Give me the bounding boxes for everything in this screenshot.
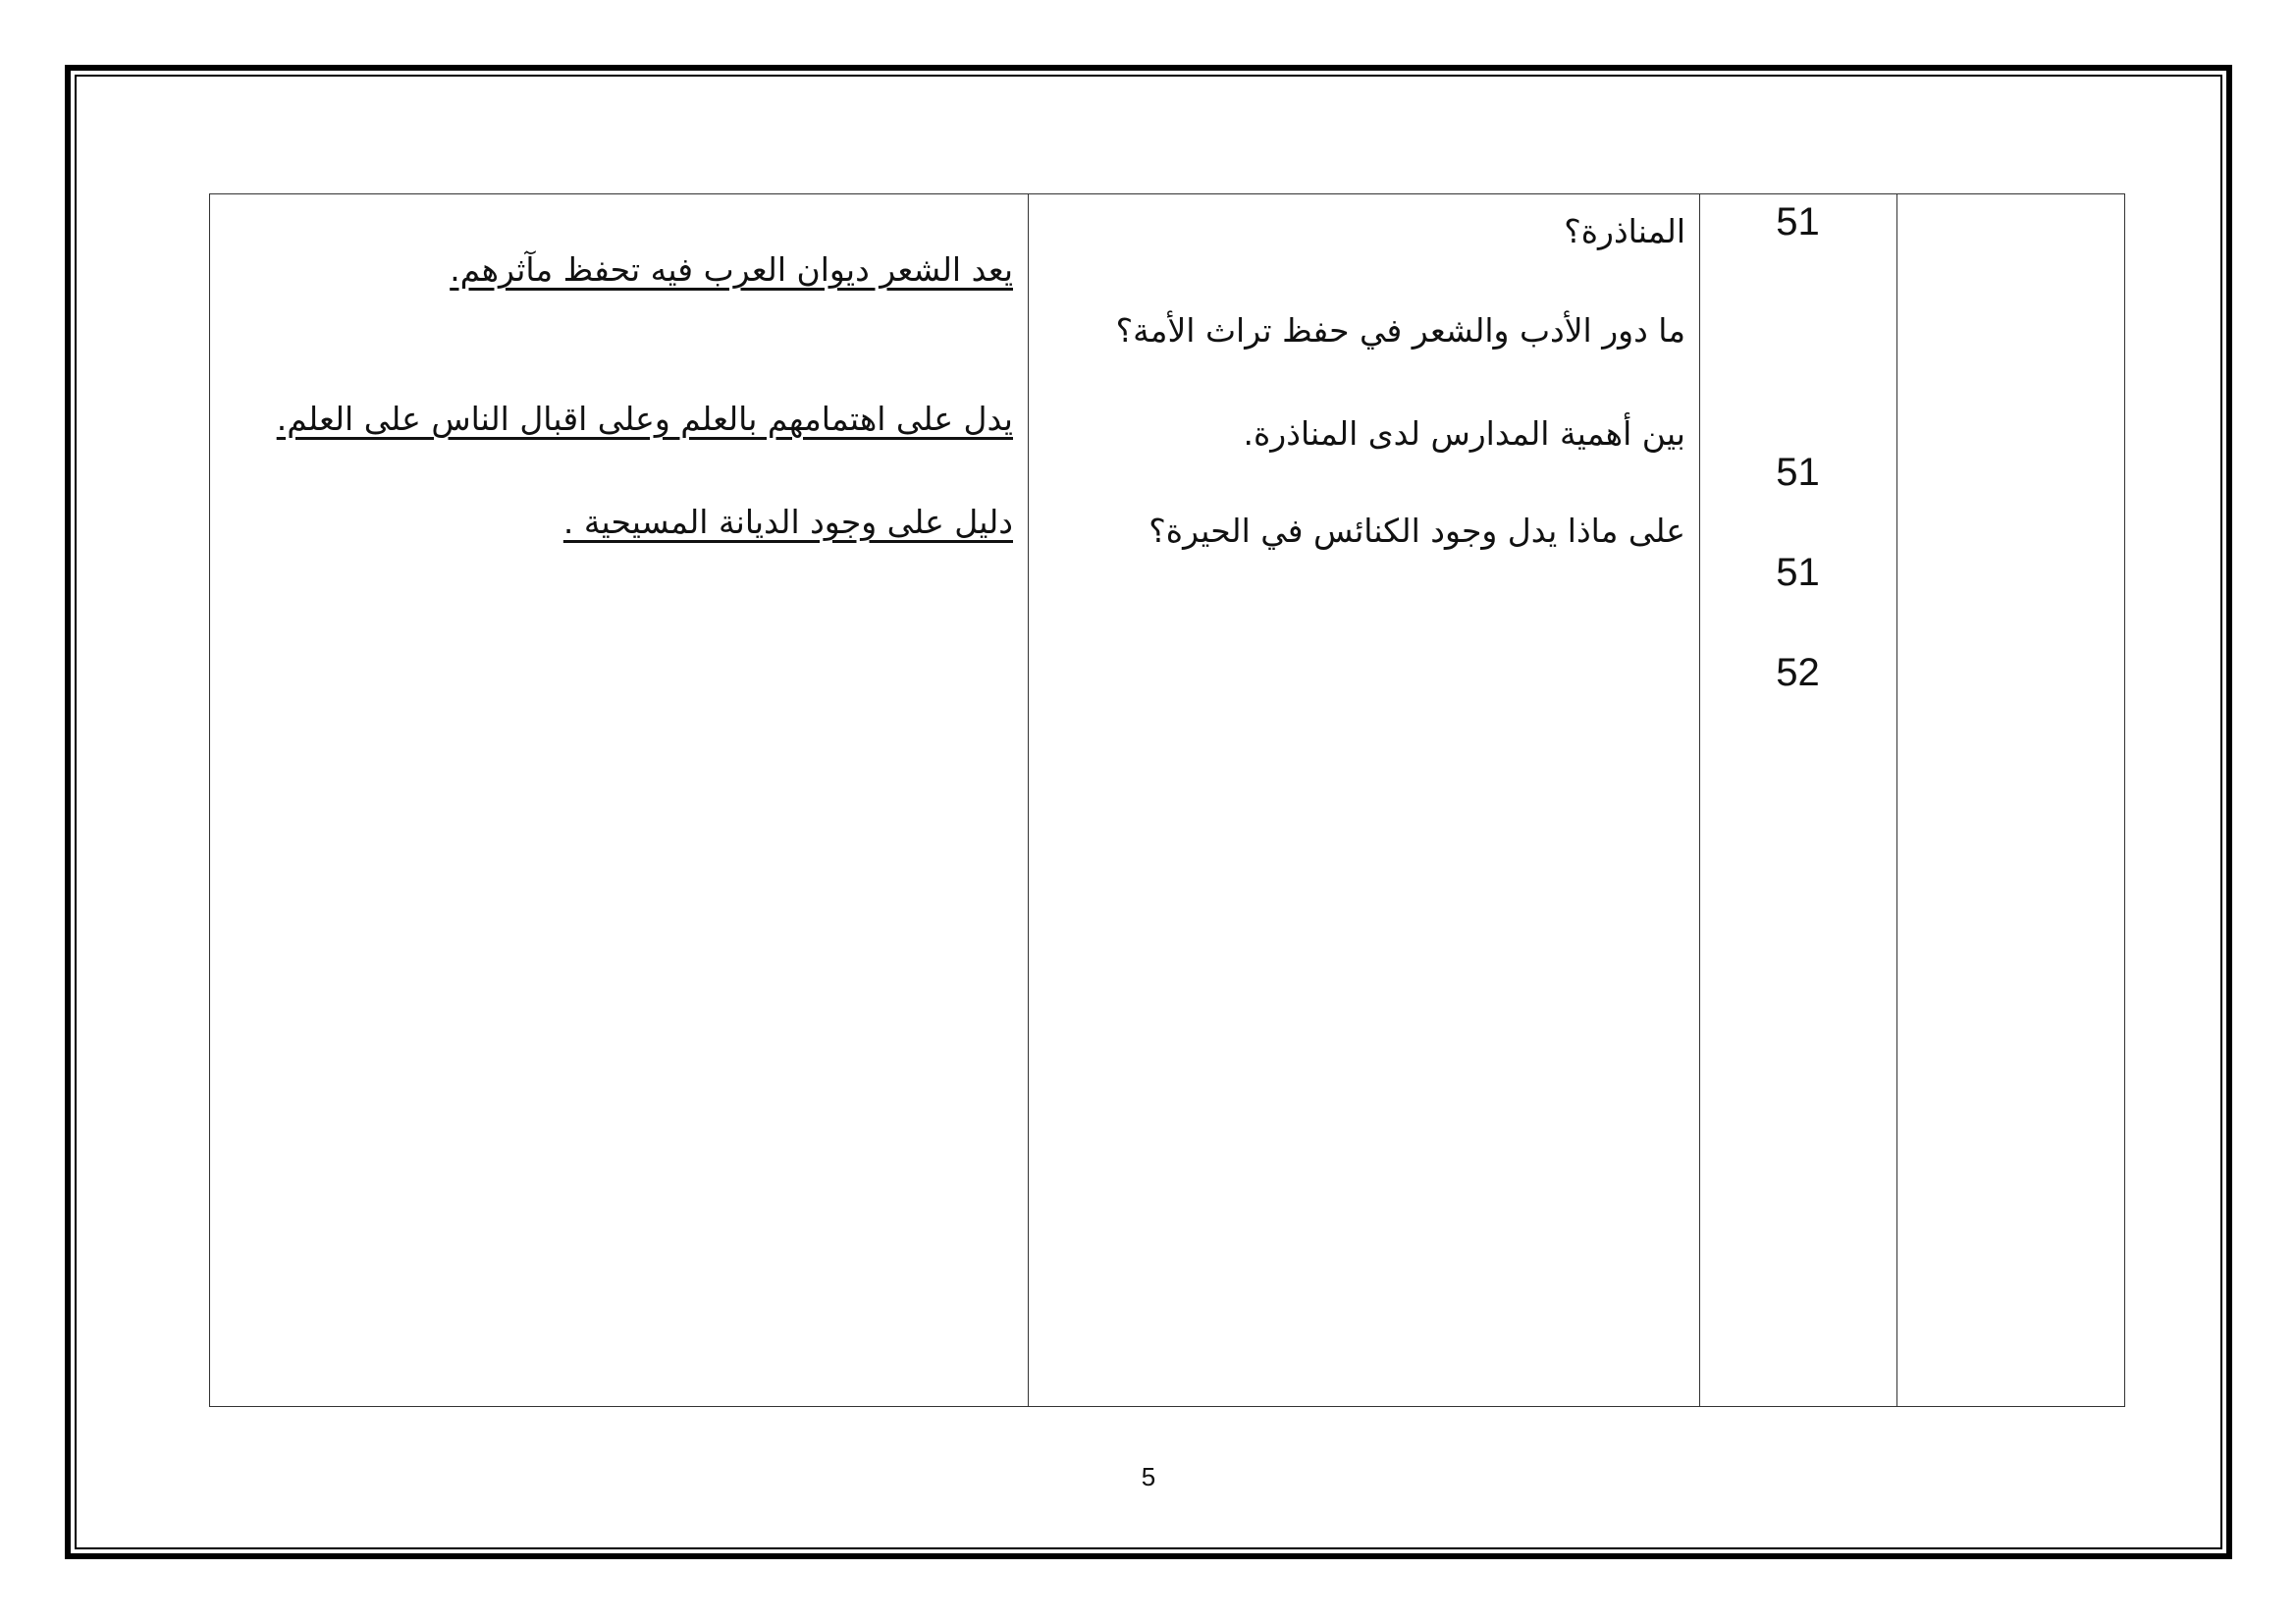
- page-references-cell: [1699, 193, 1896, 1407]
- question-text: بين أهمية المدارس لدى المناذرة.: [1243, 414, 1685, 453]
- footer-page-number: 5: [1141, 1462, 1156, 1491]
- answers-cell: [209, 193, 1028, 1407]
- empty-cell: [1896, 193, 2125, 1407]
- page-reference: 51: [1776, 200, 1820, 244]
- page-reference: 52: [1776, 651, 1820, 694]
- answer-text: دليل على وجود الديانة المسيحية .: [562, 503, 1013, 541]
- question-text: على ماذا يدل وجود الكنائس في الحيرة؟: [1148, 512, 1685, 550]
- answer-text: يدل على اهتمامهم بالعلم وعلى اقبال الناس على العلم.: [276, 400, 1013, 438]
- answer-text: يعد الشعر ديوان العرب فيه تحفظ مآثرهم.: [450, 250, 1013, 289]
- question-text: ما دور الأدب والشعر في حفظ تراث الأمة؟: [1115, 311, 1685, 350]
- page-reference: 51: [1776, 451, 1820, 494]
- questions-cell: [1028, 193, 1699, 1407]
- page-reference: 51: [1776, 551, 1820, 594]
- question-text: المناذرة؟: [1564, 212, 1685, 250]
